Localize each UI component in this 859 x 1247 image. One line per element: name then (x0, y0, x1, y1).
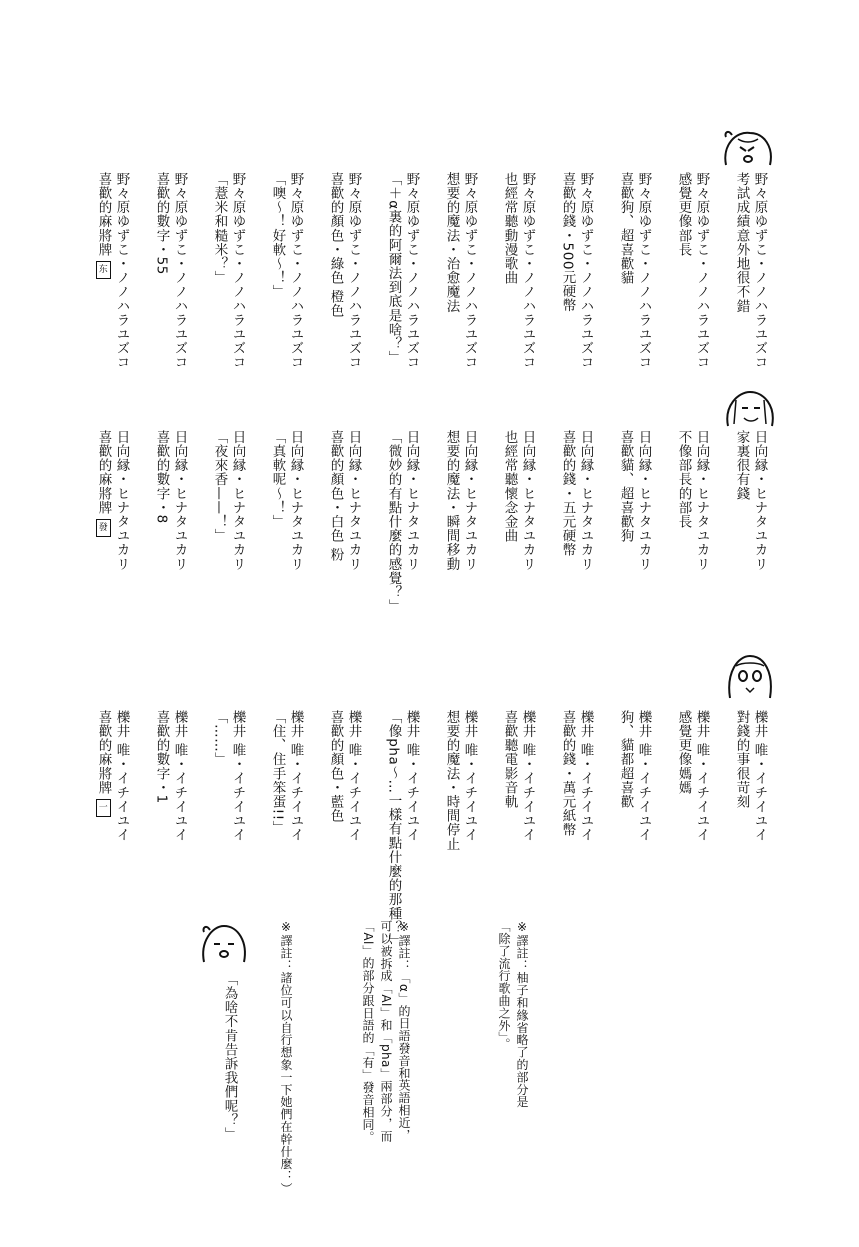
yukari-line-22: 喜歡的數字・8 (153, 430, 170, 524)
yukari-line-2: 家裏很有錢 (733, 430, 750, 501)
yui-line-9: 櫟井 唯・イチイユイ (519, 710, 536, 842)
yukari-line-18: 「真軟呢〜！」 (269, 430, 286, 529)
yukari-line-11: 日向縁・ヒナタユカリ (461, 430, 478, 571)
note-2-line-3: 「Al」的部分跟日語的「有」發音相同。 (361, 920, 375, 1144)
yui-line-18: 「住、住手笨蛋!!」 (269, 710, 286, 835)
yuzuko-line-22: 喜歡的數字・55 (153, 172, 170, 275)
yui-line-16: 喜歡的顏色・藍色 (327, 710, 344, 823)
note-1-line-1: ※譯註：柚子和緣省略了的部分是 (515, 920, 529, 1108)
yui-line-11: 櫟井 唯・イチイユイ (461, 710, 478, 842)
yui-line-17: 櫟井 唯・イチイユイ (287, 710, 304, 842)
yukari-line-1: 日向縁・ヒナタユカリ (751, 430, 768, 571)
yuzuko-line-20: 「薏米和糙米？」 (211, 172, 228, 285)
yukari-line-10: 也經常聽懷念金曲 (501, 430, 518, 543)
yuzuko-line-24 (96, 172, 111, 279)
yui-line-13: 櫟井 唯・イチイユイ (403, 710, 420, 842)
yukari-mahjong-label: 喜歡的麻將牌 (95, 430, 112, 515)
yuzuko-line-2: 考試成績意外地很不錯 (733, 172, 750, 313)
yukari-line-21: 日向縁・ヒナタユカリ (171, 430, 188, 571)
yukari-line-23: 日向縁・ヒナタユカリ (113, 430, 130, 571)
yukari-line-6: 喜歡貓、超喜歡狗 (617, 430, 634, 543)
yui-line-2: 對錢的事很苛刻 (733, 710, 750, 809)
yuzuko-line-10: 也經常聽動漫歌曲 (501, 172, 518, 285)
yui-line-24 (96, 710, 111, 817)
yuzuko-line-4: 感覺更像部長 (675, 172, 692, 257)
yuzuko-line-1: 野々原ゆずこ・ノノハラユズコ (751, 172, 768, 370)
yui-line-22: 喜歡的數字・1 (153, 710, 170, 804)
yuzuko-line-9: 野々原ゆずこ・ノノハラユズコ (519, 172, 536, 370)
yui-line-4: 感覺更像媽媽 (675, 710, 692, 795)
yui-line-10: 喜歡聽電影音軌 (501, 710, 518, 809)
mahjong-tile-icon: 一 (96, 799, 111, 817)
yukari-line-5: 日向縁・ヒナタユカリ (635, 430, 652, 571)
yui-line-23: 櫟井 唯・イチイユイ (113, 710, 130, 842)
yukari-line-16: 喜歡的顏色・白色 粉 (327, 430, 344, 562)
yuzuko-line-21: 野々原ゆずこ・ノノハラユズコ (171, 172, 188, 370)
yui-line-21: 櫟井 唯・イチイユイ (171, 710, 188, 842)
yui-line-7: 櫟井 唯・イチイユイ (577, 710, 594, 842)
yuzuko-line-18: 「噢〜！好軟〜！」 (269, 172, 286, 299)
yukari-face-icon (722, 388, 778, 428)
yui-line-5: 櫟井 唯・イチイユイ (635, 710, 652, 842)
yuzuko-line-6: 喜歡狗、超喜歡貓 (617, 172, 634, 285)
yuzuko-line-23: 野々原ゆずこ・ノノハラユズコ (113, 172, 130, 370)
note-1-line-2: 「除了流行歌曲之外」。 (497, 920, 511, 1051)
yukari-line-8: 喜歡的錢・五元硬幣 (559, 430, 576, 557)
yukari-line-15: 日向縁・ヒナタユカリ (345, 430, 362, 571)
yukari-line-19: 日向縁・ヒナタユカリ (229, 430, 246, 571)
yuzuko-line-8: 喜歡的錢・500元硬幣 (559, 172, 576, 313)
yukari-line-13: 日向縁・ヒナタユカリ (403, 430, 420, 571)
yui-line-3: 櫟井 唯・イチイユイ (693, 710, 710, 842)
yuzuko-line-11: 野々原ゆずこ・ノノハラユズコ (461, 172, 478, 370)
yui-line-20: 「……」 (211, 710, 228, 767)
yukari-line-7: 日向縁・ヒナタユカリ (577, 430, 594, 571)
yuzuko-line-3: 野々原ゆずこ・ノノハラユズコ (693, 172, 710, 370)
mahjong-tile-icon: 东 (96, 261, 111, 279)
yuzuko-face-icon (718, 125, 778, 173)
note-2-line-2: 可以被拆成「Al」和「pha」兩部分，而 (379, 920, 393, 1143)
yukari-line-14: 「微妙的有點什麼的感覺？」 (385, 430, 402, 614)
yuzuko-line-15: 野々原ゆずこ・ノノハラユズコ (345, 172, 362, 370)
note-3: ※譯註：諸位可以自行想象一下她們在幹什麼：） (279, 920, 293, 1195)
yuzuko-line-16: 喜歡的顏色・綠色 橙色 (327, 172, 344, 318)
yui-line-6: 狗、貓都超喜歡 (617, 710, 634, 809)
yui-line-14: 「像pha〜…一樣有點什麼的那種？」 (385, 710, 402, 949)
yui-mahjong-label: 喜歡的麻將牌 (95, 710, 112, 795)
yukari-line-4: 不像部長的部長 (675, 430, 692, 529)
yuzuko-line-17: 野々原ゆずこ・ノノハラユズコ (287, 172, 304, 370)
yui-line-19: 櫟井 唯・イチイユイ (229, 710, 246, 842)
yui-line-15: 櫟井 唯・イチイユイ (345, 710, 362, 842)
yui-line-8: 喜歡的錢・萬元紙幣 (559, 710, 576, 837)
yuzuko-line-13: 野々原ゆずこ・ノノハラユズコ (403, 172, 420, 370)
yui-line-12: 想要的魔法・時間停止 (443, 710, 460, 851)
yuzuko-quote: 「為啥不肯告訴我們呢？」 (221, 972, 238, 1142)
note-2-line-1: ※譯註：「α」的日語發音和英語相近， (397, 920, 411, 1142)
yui-line-1: 櫟井 唯・イチイユイ (751, 710, 768, 842)
yukari-line-20: 「夜來香——！」 (211, 430, 228, 543)
yuzuko-line-12: 想要的魔法・治愈魔法 (443, 172, 460, 313)
yuzuko-line-14: 「＋α裏的阿爾法到底是啥？」 (385, 172, 402, 365)
yukari-line-24 (96, 430, 111, 537)
yukari-line-12: 想要的魔法・瞬間移動 (443, 430, 460, 571)
yuzuko-line-7: 野々原ゆずこ・ノノハラユズコ (577, 172, 594, 370)
mahjong-tile-icon: 發 (96, 519, 111, 537)
yuzuko-line-5: 野々原ゆずこ・ノノハラユズコ (635, 172, 652, 370)
yuzuko-small-face-icon (198, 922, 250, 966)
yui-face-icon (724, 652, 776, 702)
yukari-line-17: 日向縁・ヒナタユカリ (287, 430, 304, 571)
yukari-line-3: 日向縁・ヒナタユカリ (693, 430, 710, 571)
yuzuko-line-19: 野々原ゆずこ・ノノハラユズコ (229, 172, 246, 370)
yukari-line-9: 日向縁・ヒナタユカリ (519, 430, 536, 571)
yuzuko-mahjong-label: 喜歡的麻將牌 (95, 172, 112, 257)
